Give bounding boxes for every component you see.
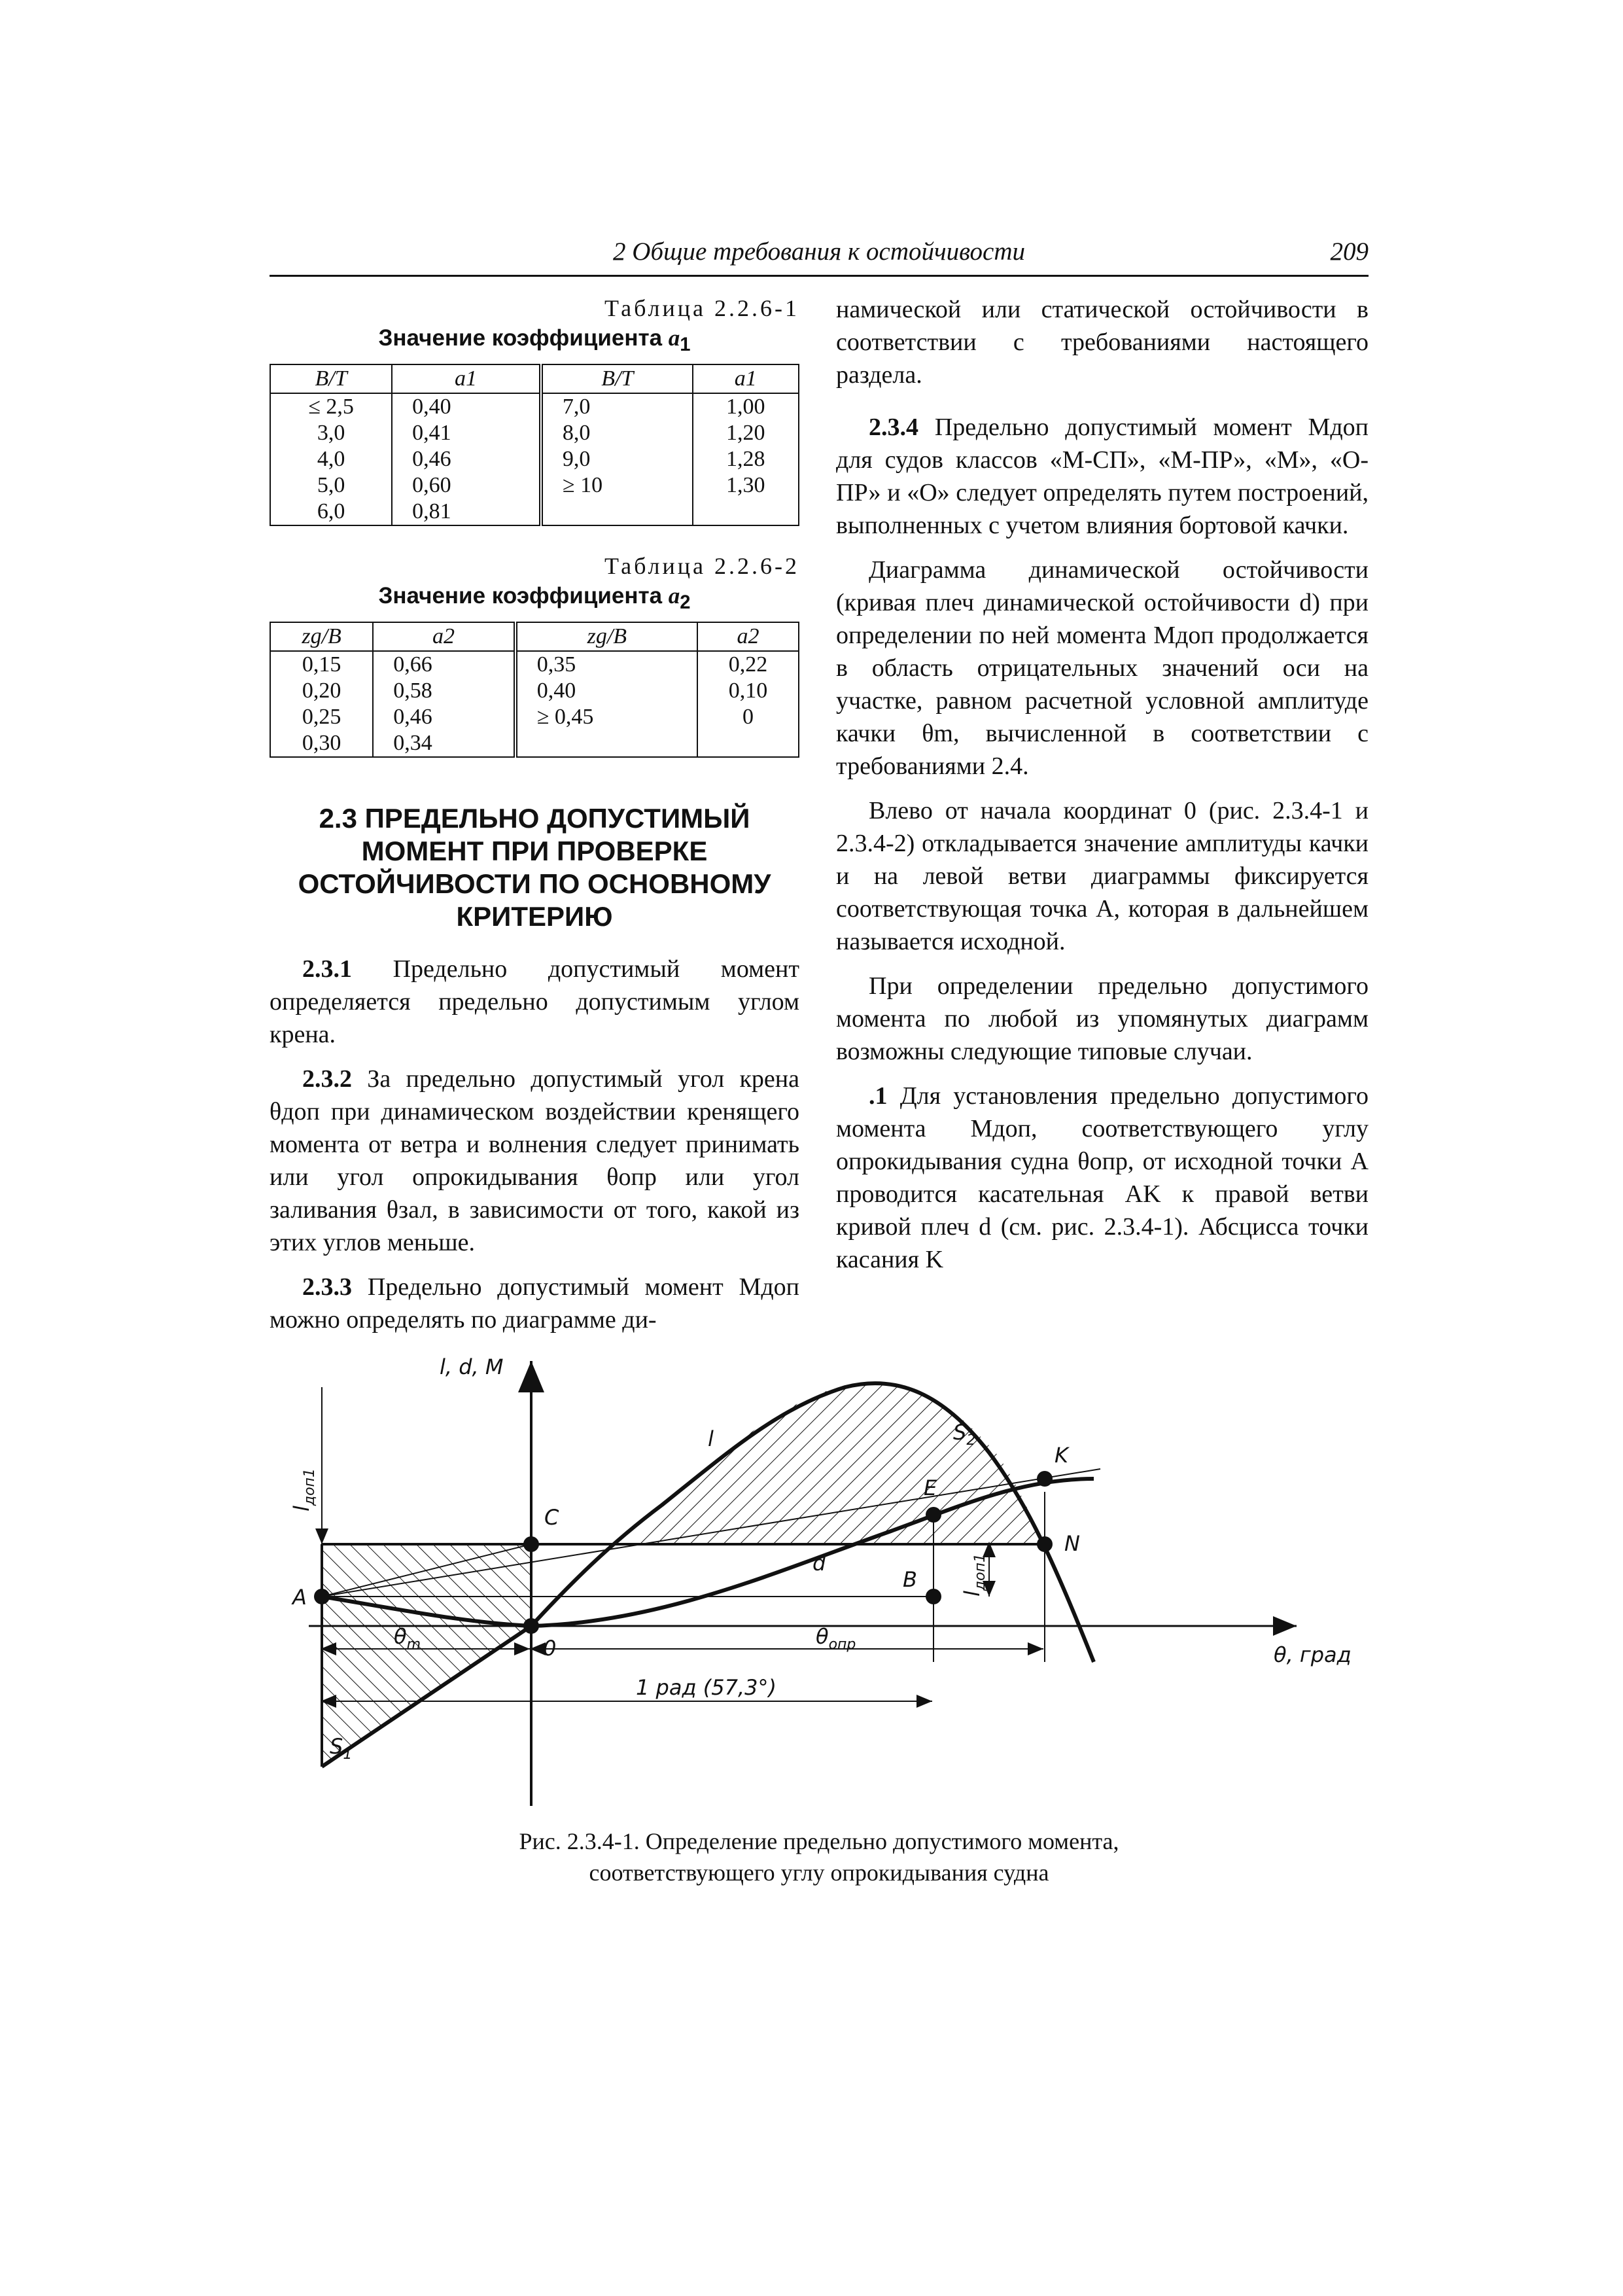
table-cell: 0 (697, 704, 799, 730)
table-cell (693, 499, 799, 525)
running-title: 2 Общие требования к остойчивости (613, 238, 1025, 266)
table-row (270, 651, 799, 678)
table-row (270, 499, 799, 525)
left-column (270, 293, 799, 1348)
area-s2 (629, 1383, 1045, 1544)
table-cell: 1,28 (693, 446, 799, 472)
table-1 (270, 364, 799, 526)
y-axis-label: l, d, M (440, 1354, 504, 1379)
table-cell: 0,58 (373, 678, 515, 704)
table-cell: 0,41 (392, 420, 541, 446)
table-cell: 0,81 (392, 499, 541, 525)
label-one-rad: 1 рад (57,3°) (636, 1675, 777, 1700)
table-row (270, 420, 799, 446)
section-heading: 2.3 ПРЕДЕЛЬНО ДОПУСТИМЫЙ МОМЕНТ ПРИ ПРОВЕРКЕ ОСТОЙЧИВОСТИ ПО ОСНОВНОМУ КРИТЕРИЮ (298, 803, 771, 932)
paragraph: 2.3.4 Предельно допустимый момент Mдоп для судов классов «М-СП», «М-ПР», «М», «О-ПР» и «О» следует определять путем построений, выполненных с учетом влияния бортовой качки. (836, 414, 1369, 539)
point-k (1037, 1471, 1053, 1487)
table-cell: 0,40 (515, 678, 697, 704)
page-number: 209 (1330, 238, 1369, 266)
label-a: A (292, 1585, 307, 1610)
table-cell: 8,0 (541, 420, 693, 446)
label-ldon1-left: $l_{доп1}$ (289, 1468, 318, 1511)
point-e (926, 1507, 941, 1523)
point-n (1037, 1536, 1053, 1552)
table-1-number: Таблица 2.2.6-1 (604, 295, 799, 321)
table-cell: 0,15 (270, 651, 373, 678)
table-cell: 0,40 (392, 393, 541, 420)
table-row (270, 678, 799, 704)
table-cell: 1,30 (693, 472, 799, 499)
table-row (270, 446, 799, 472)
table-header-cell: zg/B (270, 622, 373, 651)
label-e: E (924, 1475, 937, 1500)
paragraph: 2.3.2 За предельно допустимый угол крена θдоп при динамическом воздействии кренящего момента от ветра и волнения следует принимать или угол опрокидывания θопр или угол заливания θзал, в зависимости от того, какой из этих углов меньше. (270, 1065, 799, 1256)
table-cell: 4,0 (270, 446, 392, 472)
label-c: C (544, 1505, 559, 1530)
table-header-row (270, 364, 799, 393)
right-column (836, 293, 1369, 1288)
table-header-cell: a1 (392, 364, 541, 393)
table-cell: ≥ 10 (541, 472, 693, 499)
table-1-title: Значение коэффициента $a_1$ (378, 325, 691, 355)
table-header-cell: a2 (373, 622, 515, 651)
table-cell: 5,0 (270, 472, 392, 499)
table-cell: 7,0 (541, 393, 693, 420)
table-header-cell: zg/B (515, 622, 697, 651)
figure-caption (270, 1826, 1369, 1888)
table-header-row (270, 622, 799, 651)
label-o: 0 (543, 1636, 557, 1661)
table-cell (541, 499, 693, 525)
diagram-svg (270, 1348, 1369, 1819)
table-cell (515, 730, 697, 757)
table-row (270, 704, 799, 730)
table-cell (697, 730, 799, 757)
table-cell: 0,20 (270, 678, 373, 704)
paragraph: Диаграмма динамической остойчивости (кривая плеч динамической остойчивости d) при определении по ней момента Mдоп продолжается в область отрицательных значений оси на участке, равном расчетной условной амплитуде качки θm, вычисленной в соответствии с требованиями 2.4. (836, 556, 1369, 780)
figure-caption-line-2: соответствующего углу опрокидывания судна (589, 1860, 1049, 1886)
table-cell: 6,0 (270, 499, 392, 525)
table-header-cell: B/T (541, 364, 693, 393)
table-cell: 9,0 (541, 446, 693, 472)
table-header-cell: a1 (693, 364, 799, 393)
label-b: B (903, 1567, 917, 1592)
label-s2: $S_2$ (953, 1420, 976, 1449)
table-cell: 0,10 (697, 678, 799, 704)
table-cell: 0,35 (515, 651, 697, 678)
label-n: N (1064, 1531, 1080, 1556)
paragraph: При определении предельно допустимого момента по любой из упомянутых диаграмм возможны следующие типовые случаи. (836, 972, 1369, 1065)
table-cell: 0,25 (270, 704, 373, 730)
table-cell: 0,22 (697, 651, 799, 678)
label-ldon1-right: $l_{доп1}$ (960, 1553, 988, 1597)
label-d: d (812, 1551, 826, 1576)
table-cell: 1,00 (693, 393, 799, 420)
table-cell: 0,66 (373, 651, 515, 678)
table-header-cell: a2 (697, 622, 799, 651)
label-l: l (708, 1426, 714, 1451)
table-header-cell: B/T (270, 364, 392, 393)
table-row (270, 393, 799, 420)
header-rule (270, 275, 1369, 277)
paragraph: 2.3.1 Предельно допустимый момент определяется предельно допустимым углом крена. (270, 955, 799, 1048)
paragraph: Влево от начала координат 0 (рис. 2.3.4-1 и 2.3.4-2) откладывается значение амплитуды качки и на левой ветви диаграммы фиксируется соответствующая точка A, которая в дальнейшем называется исходной. (836, 797, 1369, 955)
table-cell: 0,46 (373, 704, 515, 730)
table-cell: 0,34 (373, 730, 515, 757)
figure-caption-line-1: Рис. 2.3.4-1. Определение предельно допустимого момента, (519, 1828, 1119, 1854)
table-row (270, 730, 799, 757)
paragraph: 2.3.3 Предельно допустимый момент Mдоп можно определять по диаграмме ди- (270, 1273, 799, 1333)
x-axis-label: θ, град (1274, 1642, 1352, 1667)
table-cell: ≤ 2,5 (270, 393, 392, 420)
label-s1: $S_1$ (330, 1734, 353, 1763)
point-c (523, 1536, 539, 1552)
table-cell: ≥ 0,45 (515, 704, 697, 730)
point-b (926, 1589, 941, 1604)
area-s1 (322, 1544, 531, 1767)
point-o (523, 1618, 539, 1634)
figure-stability-diagram (270, 1348, 1369, 1819)
paragraph: намической или статической остойчивости в соответствии с требованиями настоящего раздела. (836, 296, 1369, 389)
table-2 (270, 622, 799, 758)
table-cell: 0,30 (270, 730, 373, 757)
table-cell: 1,20 (693, 420, 799, 446)
table-2-number: Таблица 2.2.6-2 (604, 553, 799, 579)
label-theta-opr: $\theta_{опр}$ (816, 1624, 856, 1653)
table-2-title: Значение коэффициента $a_2$ (378, 583, 691, 613)
table-cell: 0,46 (392, 446, 541, 472)
point-a (314, 1589, 330, 1604)
table-cell: 0,60 (392, 472, 541, 499)
table-row (270, 472, 799, 499)
label-k: K (1055, 1443, 1068, 1468)
label-theta-m: $\theta_m$ (394, 1624, 421, 1653)
table-cell: 3,0 (270, 420, 392, 446)
paragraph: .1 Для установления предельно допустимого момента Mдоп, соответствующего углу опрокидывания судна θопр, от исходной точки A проводится касательная AK к правой ветви кривой плеч d (см. рис. 2.3.4-1). Абсцисса точки касания K (836, 1082, 1369, 1273)
